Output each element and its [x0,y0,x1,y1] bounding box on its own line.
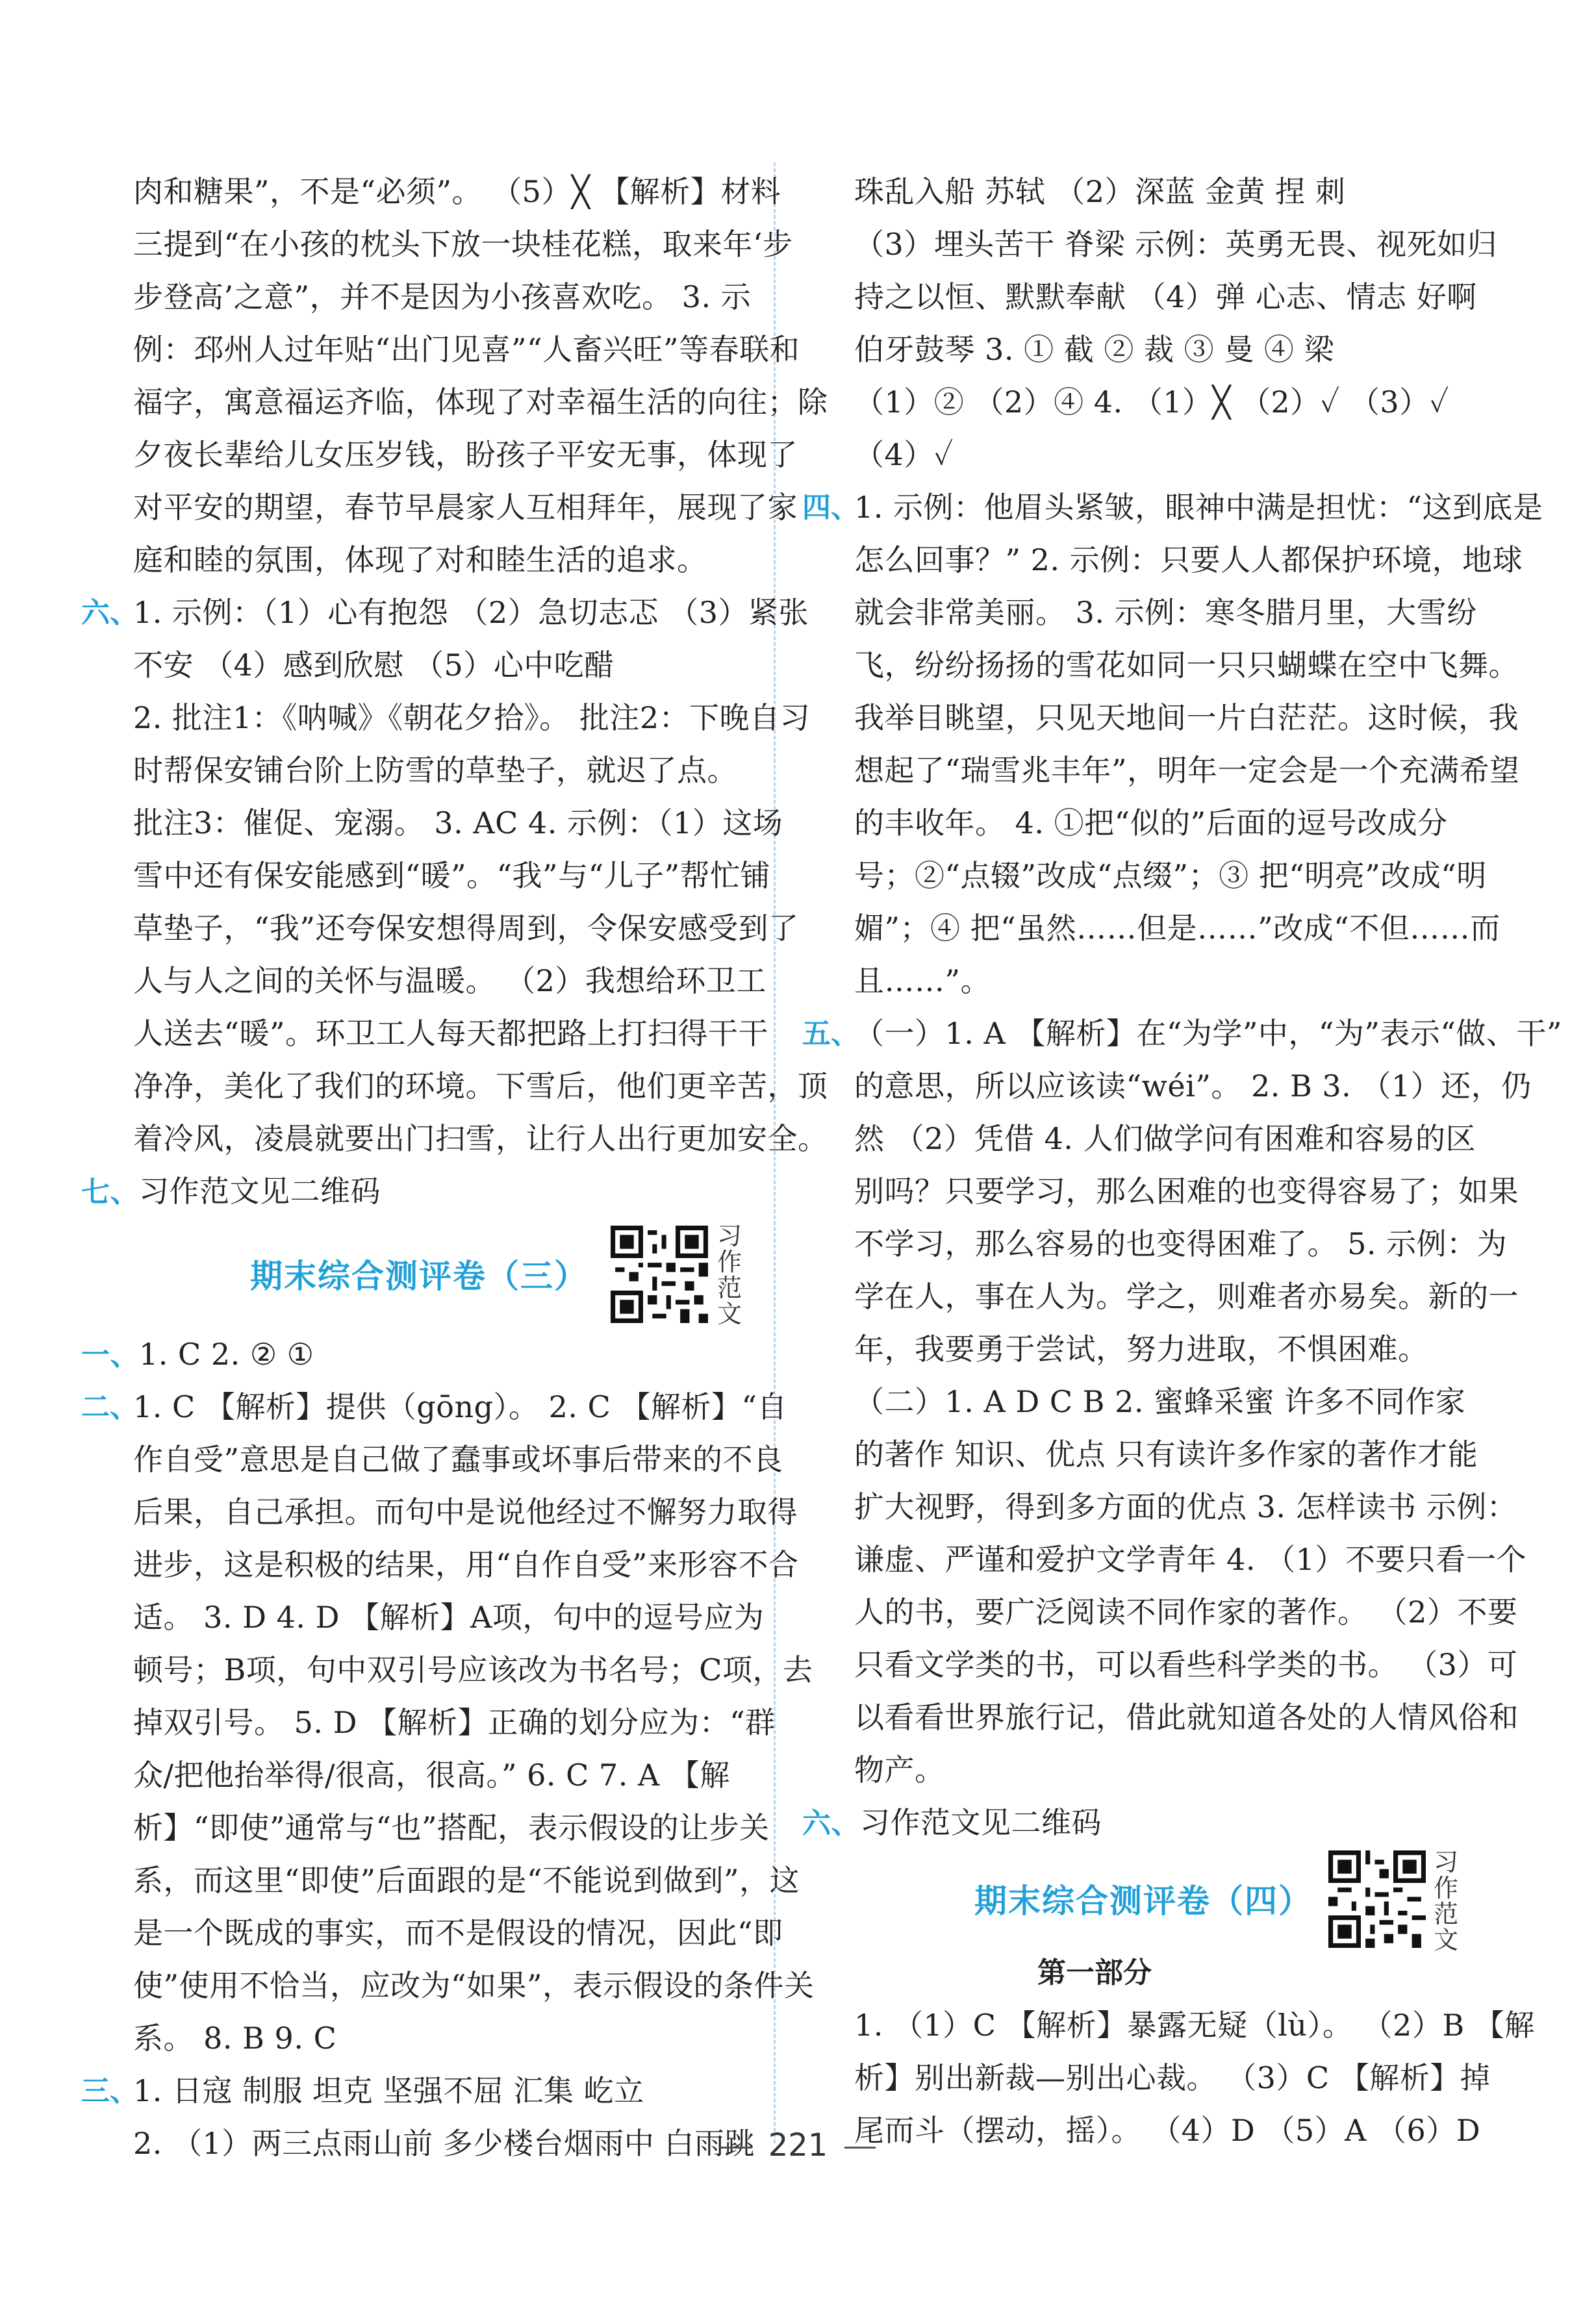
section-label: 六、 [81,596,138,629]
exam3-header [81,1218,747,1328]
text-line: 伯牙鼓琴 3. ① 截 ② 裁 ③ 曼 ④ 梁 [854,332,1334,367]
text-line: 肉和糖果”，不是“必须”。 （5）╳ 【解析】材料 [133,174,781,209]
section-label: 一、 [81,1339,139,1372]
text-line: 雪中还有保安能感到“暖”。“我”与“儿子”帮忙铺 [133,858,771,893]
text-line: 别吗？只要学习，那么困难的也变得容易了；如果 [854,1174,1519,1209]
text-line: 2. 批注1：《呐喊》《朝花夕拾》。 批注2：下晚自习 [133,700,811,735]
text-line: 的著作 知识、优点 只有读许多作家的著作才能 [854,1437,1478,1472]
text-line: （1）② （2）④ 4. （1）╳ （2）✓ （3）✓ [854,385,1449,420]
text-line: 步登高’之意”，并不是因为小孩喜欢吃。 3. 示 [133,279,752,314]
text-line: 进步，这是积极的结果，用“自作自受”来形容不合 [133,1547,799,1582]
section-six [81,587,828,1165]
section-seven [81,1165,747,1218]
qr-label: 习作范文 [1433,1848,1458,1954]
text-line: 年，我要勇于尝试，努力进取，不惧困难。 [854,1331,1428,1367]
text-line: 我举目眺望，只见天地间一片白茫茫。这时候，我 [854,700,1519,735]
footer-dash [720,2147,752,2149]
text-line: 1. 示例：（1）心有抱怨 （2）急切志忑 （3）紧张 [133,595,809,630]
text-line: 三提到“在小孩的枕头下放一块桂花糕，取来年‘步 [133,227,793,262]
page-footer [0,2127,1596,2164]
text-line: 学在人，事在人为。学之，则难者亦易矣。新的一 [854,1279,1519,1314]
text-line: 适。 3. D 4. D 【解析】A项，句中的逗号应为 [133,1600,765,1635]
section-label: 四、 [802,491,859,524]
text-line: （一）1. A 【解析】在“为学”中，“为”表示“做、干” [854,1016,1562,1051]
text-line: 庭和睦的氛围，体现了对和睦生活的追求。 [133,542,707,577]
text-line: 时帮保安铺台阶上防雪的草垫子，就迟了点。 [133,753,737,788]
text-line: 飞，纷纷扬扬的雪花如同一只只蝴蝶在空中飞舞。 [854,648,1519,683]
text-line: 不学习，那么容易的也变得困难了。 5. 示例：为 [854,1226,1508,1261]
text-line: 后果，自己承担。而句中是说他经过不懈努力取得 [133,1495,798,1530]
text-line: 怎么回事？” 2. 示例：只要人人都保护环境，地球 [854,542,1523,577]
right-continued-answers [802,166,1498,481]
qr-label: 习作范文 [716,1222,742,1328]
section-label: 三、 [81,2075,138,2108]
text-line: 系。 8. B 9. C [133,2021,337,2056]
text-line: 着冷风，凌晨就要出门扫雪，让行人出行更加安全。 [133,1121,828,1156]
text-line: 福字，寓意福运齐临，体现了对幸福生活的向往；除 [133,385,828,420]
text-line: 1. C 【解析】提供（gōng）。 2. C 【解析】“自 [133,1389,788,1424]
text-line: 珠乱入船 苏轼 （2）深蓝 金黄 捏 刺 [854,174,1346,209]
text-line: 以看看世界旅行记，借此就知道各处的人情风俗和 [854,1700,1519,1735]
text-line: 谦虚、严谨和爱护文学青年 4. （1）不要只看一个 [854,1542,1526,1577]
qr-code-icon[interactable] [611,1226,708,1323]
text-line: 只看文学类的书，可以看些科学类的书。 （3）可 [854,1647,1518,1682]
text-line: 然 （2）凭借 4. 人们做学问有困难和容易的区 [854,1121,1476,1156]
text-line: 顿号；B项，句中双引号应该改为书名号；C项，去 [133,1652,813,1687]
text-line: 析】“即使”通常与“也”搭配，表示假设的让步关 [133,1810,770,1845]
section-label: 七、 [81,1176,139,1209]
text-line: 的丰收年。 4. ①把“似的”后面的逗号改成分 [854,805,1448,840]
text-line: （3）埋头苦干 脊梁 示例：英勇无畏、视死如归 [854,227,1498,262]
exam3-title: 期末综合测评卷（三） [250,1257,588,1295]
text-line: 批注3：催促、宠溺。 3. AC 4. 示例：（1）这场 [133,805,783,840]
section-one [81,1328,747,1381]
text-line: 析】别出新裁—别出心裁。 （3）C 【解析】掉 [854,2060,1491,2095]
text-line: 对平安的期望，春节早晨家人互相拜年，展现了家 [133,490,798,525]
left-continued-answers [81,166,828,587]
section-text: 习作范文见二维码 [860,1805,1102,1840]
text-line: 草垫子，“我”还夸保安想得周到，令保安感受到了 [133,911,799,946]
footer-dash [844,2147,876,2149]
section-six-right [802,1797,1478,1849]
text-line: 1. （1）C 【解析】暴露无疑（lù）。 （2）B 【解 [854,2008,1535,2043]
text-line: 夕夜长辈给儿女压岁钱，盼孩子平安无事，体现了 [133,437,798,472]
right-column [802,166,1562,2157]
section-four [802,481,1543,1007]
section-two [81,1381,815,2065]
text-line: 号；②“点辍”改成“点缀”；③ 把“明亮”改成“明 [854,858,1487,893]
text-line: 使”使用不恰当，应改为“如果”，表示假设的条件关 [133,1968,815,2003]
text-line: 系，而这里“即使”后面跟的是“不能说到做到”，这 [133,1863,800,1898]
text-line: （4）✓ [854,437,954,472]
qr-code-icon[interactable] [1328,1850,1426,1948]
text-line: 1. 日寇 制服 坦克 坚强不屈 汇集 屹立 [133,2073,644,2108]
page-number: 221 [768,2127,828,2164]
text-line: 作自受”意思是自己做了蠢事或坏事后带来的不良 [133,1442,783,1477]
text-line: 众/把他抬举得/很高，很高。” 6. C 7. A 【解 [133,1758,730,1793]
text-line: 净净，美化了我们的环境。下雪后，他们更辛苦，顶 [133,1068,828,1104]
text-line: 就会非常美丽。 3. 示例：寒冬腊月里，大雪纷 [854,595,1477,630]
text-line: 是一个既成的事实，而不是假设的情况，因此“即 [133,1915,783,1950]
text-line: 掉双引号。 5. D 【解析】正确的划分应为：“群 [133,1705,776,1740]
text-line: 不安 （4）感到欣慰 （5）心中吃醋 [133,648,614,683]
text-line: 人与人之间的关怀与温暖。 （2）我想给环卫工 [133,963,766,998]
text-line: 的意思，所以应该读“wéi”。 2. B 3. （1）还，仍 [854,1068,1532,1104]
text-line: 且……”。 [854,963,991,998]
section-text: 习作范文见二维码 [139,1174,381,1209]
text-line: 人的书，要广泛阅读不同作家的著作。 （2）不要 [854,1595,1518,1630]
exam4-title: 期末综合测评卷（四） [974,1882,1312,1920]
text-line: 媚”；④ 把“虽然……但是……”改成“不但……而 [854,911,1501,946]
section-text: 1. C 2. ② ① [139,1337,314,1372]
text-line: 物产。 [854,1752,945,1787]
left-column [81,166,828,2170]
text-line: （二）1. A D C B 2. 蜜蜂采蜜 许多不同作家 [854,1384,1466,1419]
text-line: 扩大视野，得到多方面的优点 3. 怎样读书 示例： [854,1489,1517,1524]
text-line: 2. （1）两三点雨山前 多少楼台烟雨中 白雨跳 [133,2126,755,2161]
text-line: 例：邳州人过年贴“出门见喜”“人畜兴旺”等春联和 [133,332,800,367]
text-line: 人送去“暖”。环卫工人每天都把路上打扫得干干 [133,1016,769,1051]
exam4-header [802,1848,1478,1954]
section-label: 二、 [81,1391,138,1424]
text-line: 持之以恒、默默奉献 （4）弹 心志、情志 好啊 [854,279,1477,314]
text-line: 尾而斗（摆动，摇）。 （4）D （5）A （6）D [854,2113,1481,2148]
section-label: 六、 [802,1807,860,1840]
text-line: 1. 示例：他眉头紧皱，眼神中满是担忧：“这到底是 [854,490,1543,525]
part-one-title: 第一部分 [1037,1956,1152,1989]
text-line: 想起了“瑞雪兆丰年”，明年一定会是一个充满希望 [854,753,1520,788]
section-label: 五、 [802,1017,859,1050]
section-five [802,1007,1562,1797]
